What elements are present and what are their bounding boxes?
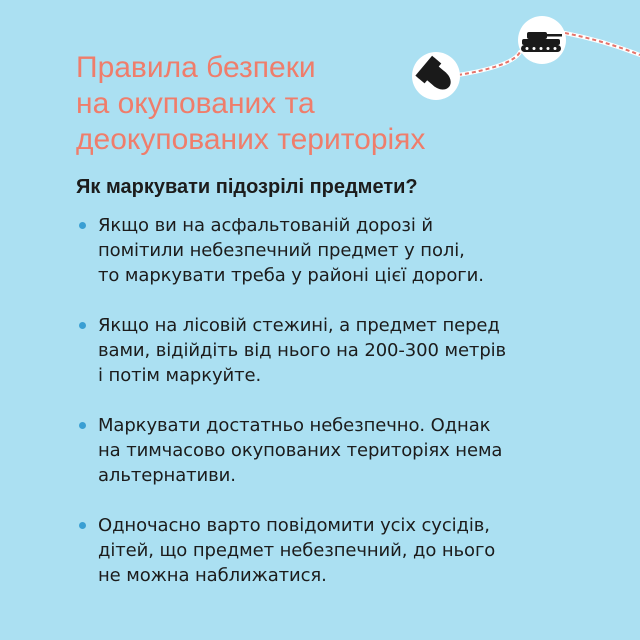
bullet-text: Якщо на лісовій стежині, а предмет перед вами, відійдіть від нього на 200-300 метрів і потім маркуйте. xyxy=(98,315,507,386)
section-heading: Як маркувати підозрілі предмети? xyxy=(76,176,418,198)
bullet-dot xyxy=(79,322,86,329)
bullet-text: Маркувати достатньо небезпечно. Однак на тимчасово окупованих територіях нема альтернативи. xyxy=(98,415,503,486)
safety-rules-list xyxy=(76,213,566,613)
page-title xyxy=(76,50,425,158)
bullet-text: Якщо ви на асфальтованій дорозі й помітили небезпечний предмет у полі, то маркувати треба у районі цієї дороги. xyxy=(98,215,484,286)
bullet-text: Одночасно варто повідомити усіх сусідів, дітей, що предмет небезпечний, до нього не можна наближатися. xyxy=(98,515,496,586)
list-item xyxy=(76,513,566,588)
title-line: деокупованих територіях xyxy=(76,123,426,156)
bullet-dot xyxy=(79,422,86,429)
list-item xyxy=(76,213,566,288)
bullet-dot xyxy=(79,522,86,529)
list-item xyxy=(76,313,566,388)
title-line: на окупованих та xyxy=(76,87,315,120)
tank-icon xyxy=(518,16,566,64)
bullet-dot xyxy=(79,222,86,229)
title-line: Правила безпеки xyxy=(76,51,316,84)
list-item xyxy=(76,413,566,488)
